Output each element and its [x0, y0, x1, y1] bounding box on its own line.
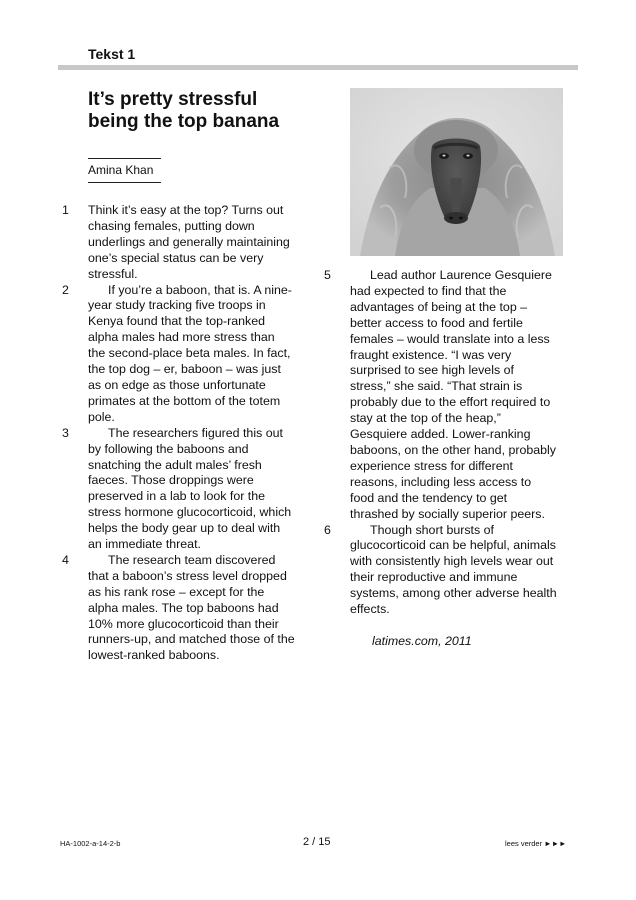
- text-line: [88, 553, 320, 569]
- text-line-content: If you’re a baboon, that is. A nine-: [108, 282, 292, 297]
- text-line: stressful.: [88, 266, 138, 281]
- text-column-right: [324, 268, 585, 618]
- paragraph-2: [62, 282, 320, 426]
- text-line: their reproductive and immune: [350, 570, 518, 585]
- text-line: stress,” she said. “That strain is: [350, 379, 523, 394]
- text-line: effects.: [350, 602, 390, 617]
- text-line: year study tracking five troops in: [88, 298, 266, 313]
- text-line: as on edge as those unfortunate: [88, 377, 266, 392]
- text-line: [350, 523, 585, 539]
- text-line: one’s special status can be very: [88, 250, 264, 265]
- author-name: Amina Khan: [88, 163, 154, 177]
- article-title: [88, 89, 328, 133]
- title-line: It’s pretty stressful: [88, 89, 258, 110]
- text-line: the top dog – er, baboon – was just: [88, 362, 281, 377]
- text-line-content: The researchers figured this out: [108, 425, 283, 440]
- text-line: advantages of being at the top –: [350, 299, 528, 314]
- text-line: better access to food and fertile: [350, 315, 523, 330]
- text-line: experience stress for different: [350, 458, 513, 473]
- text-line: baboons, on the other hand, probably: [350, 442, 556, 457]
- text-line: alpha males. The top baboons had: [88, 600, 279, 615]
- text-line: surprised to see high levels of: [350, 363, 514, 378]
- text-line: underlings and generally maintaining: [88, 234, 290, 249]
- text-line: preserved in a lab to look for the: [88, 489, 266, 504]
- text-line: stress hormone glucocorticoid, which: [88, 505, 292, 520]
- text-line: faeces. Those droppings were: [88, 473, 254, 488]
- text-line: fraught existence. “I was very: [350, 347, 512, 362]
- text-line: chasing females, putting down: [88, 218, 255, 233]
- text-column-left: [62, 203, 320, 664]
- text-line: primates at the bottom of the totem: [88, 393, 281, 408]
- text-line: an immediate threat.: [88, 537, 201, 552]
- paragraph-5: [324, 268, 585, 523]
- text-line: by following the baboons and: [88, 441, 249, 456]
- text-line: [88, 283, 320, 299]
- text-line: that a baboon’s stress level dropped: [88, 568, 287, 583]
- text-line: snatching the adult males’ fresh: [88, 457, 262, 472]
- baboon-photo: [350, 88, 563, 256]
- text-line: systems, among other adverse health: [350, 586, 557, 601]
- author-divider-top: [88, 158, 161, 159]
- paragraph-number: 5: [324, 268, 331, 282]
- continue-indicator: lees verder ►►►: [505, 839, 567, 848]
- text-line: Think it’s easy at the top? Turns out: [88, 203, 284, 217]
- text-line: [350, 268, 585, 284]
- text-line: runners-up, and matched those of the: [88, 632, 295, 647]
- text-line: lowest-ranked baboons.: [88, 648, 220, 663]
- header-divider: [58, 65, 578, 70]
- section-label: Tekst 1: [88, 46, 136, 62]
- author-divider-bottom: [88, 182, 161, 183]
- text-line: 10% more glucocorticoid than their: [88, 616, 279, 631]
- text-line: the second-place beta males. In fact,: [88, 346, 291, 361]
- paragraph-4: [62, 552, 320, 664]
- text-line: with consistently high levels wear out: [350, 554, 554, 569]
- page-number: 2 / 15: [303, 836, 331, 848]
- paragraph-6: [324, 522, 585, 618]
- text-line: had expected to find that the: [350, 283, 507, 298]
- title-line: being the top banana: [88, 111, 280, 132]
- text-line-content: The research team discovered: [108, 552, 276, 567]
- text-line: pole.: [88, 409, 115, 424]
- text-line-content: Though short bursts of: [370, 522, 494, 537]
- paragraph-number: 3: [62, 425, 69, 440]
- text-line: helps the body gear up to deal with: [88, 521, 281, 536]
- paragraph-number: 1: [62, 203, 69, 217]
- text-line: probably due to the effort required to: [350, 395, 551, 410]
- exam-code: HA-1002-a-14-2-b: [60, 839, 121, 848]
- text-line: glucocorticoid can be helpful, animals: [350, 538, 556, 553]
- text-line: [88, 426, 320, 442]
- paragraph-1: [62, 203, 320, 283]
- text-line: thrashed by socially superior peers.: [350, 506, 545, 521]
- paragraph-number: 6: [324, 522, 331, 537]
- text-line: alpha males had more stress than: [88, 330, 275, 345]
- text-line: Gesquiere added. Lower-ranking: [350, 427, 531, 442]
- text-line-content: Lead author Laurence Gesquiere: [370, 268, 552, 282]
- text-line: Kenya found that the top-ranked: [88, 314, 266, 329]
- text-line: stay at the top of the heap,”: [350, 411, 501, 426]
- text-line: food and the tendency to get: [350, 490, 508, 505]
- text-line: females – would translate into a less: [350, 331, 550, 346]
- paragraph-number: 4: [62, 552, 69, 567]
- paragraph-number: 2: [62, 282, 69, 297]
- text-line: as his rank rose – except for the: [88, 584, 265, 599]
- article-source: latimes.com, 2011: [372, 634, 472, 648]
- paragraph-3: [62, 425, 320, 553]
- text-line: reasons, including less access to: [350, 474, 532, 489]
